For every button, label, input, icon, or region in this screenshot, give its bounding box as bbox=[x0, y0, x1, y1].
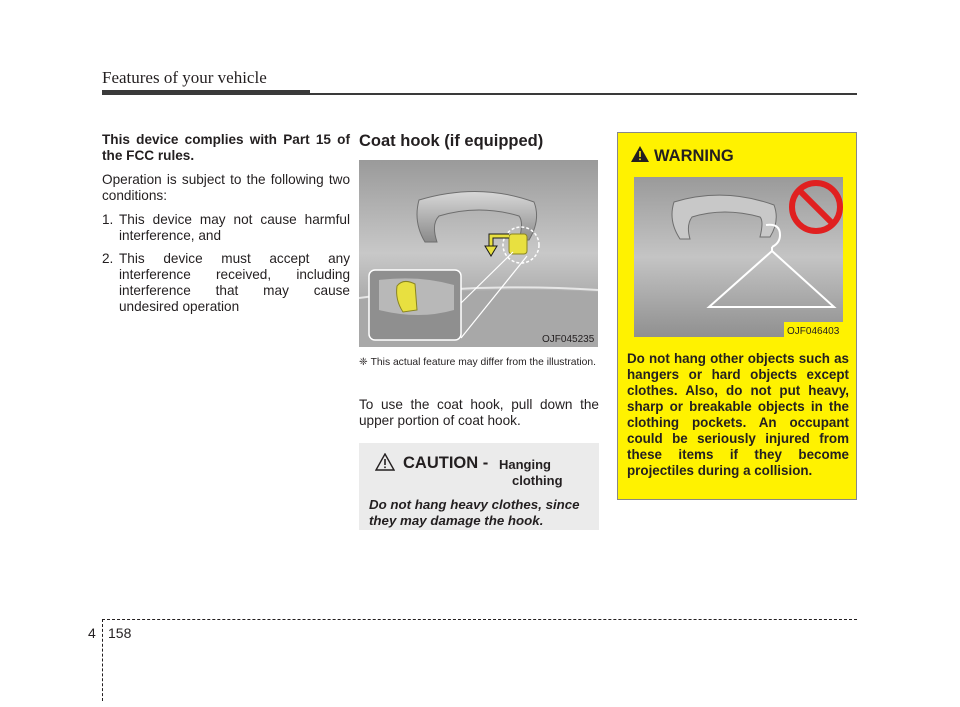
illustration-footnote bbox=[359, 356, 599, 369]
list-item-number: 2. bbox=[102, 251, 114, 266]
warning-label: WARNING bbox=[654, 147, 734, 165]
list-item-number: 1. bbox=[102, 212, 114, 227]
list-item bbox=[102, 251, 350, 315]
caution-subject-line2: clothing bbox=[512, 473, 563, 488]
no-hanger-illustration bbox=[634, 177, 843, 337]
footnote-mark: ❈ bbox=[359, 357, 368, 368]
footer-vertical-rule bbox=[102, 619, 103, 701]
warning-text: Do not hang other objects such as hangers or hard objects except clothes. Also, do not put heavy, sharp or breakable objects in the clothing pockets. An occupant could be seriously injured from these items if they become projectiles during a collision. bbox=[627, 351, 849, 478]
coat-hook-illustration bbox=[359, 160, 598, 347]
header-rule-thin bbox=[310, 93, 857, 95]
warning-image-code: OJF046403 bbox=[787, 326, 840, 337]
caution-subject-line1: Hanging bbox=[499, 457, 551, 472]
page-header-title: Features of your vehicle bbox=[102, 68, 267, 87]
footer-rule bbox=[102, 619, 857, 620]
caution-header bbox=[369, 451, 589, 487]
footnote-text: This actual feature may differ from the illustration. bbox=[370, 357, 596, 368]
caution-text: Do not hang heavy clothes, since they may damage the hook. bbox=[369, 497, 580, 528]
page-number: 158 bbox=[108, 625, 132, 641]
caution-label: CAUTION - bbox=[403, 454, 489, 472]
fcc-statement: This device complies with Part 15 of the FCC rules. bbox=[102, 132, 350, 163]
coat-hook-image-code: OJF045235 bbox=[542, 334, 595, 345]
list-item-text: This device must accept any interference received, including interference that may cause undesired operation bbox=[119, 251, 350, 314]
header-rule-thick bbox=[102, 90, 310, 95]
caution-triangle-icon bbox=[375, 453, 395, 476]
coat-hook-instruction: To use the coat hook, pull down the upper portion of coat hook. bbox=[359, 397, 599, 428]
operation-intro: Operation is subject to the following two conditions: bbox=[102, 172, 350, 203]
fcc-compliance-section bbox=[102, 132, 350, 322]
list-item bbox=[102, 212, 350, 244]
section-number: 4 bbox=[88, 625, 96, 641]
warning-box bbox=[617, 132, 857, 500]
warning-triangle-icon bbox=[630, 145, 650, 168]
conditions-list bbox=[102, 212, 350, 315]
list-item-text: This device may not cause harmful interference, and bbox=[119, 212, 350, 243]
caution-box bbox=[359, 443, 599, 530]
coat-hook-heading: Coat hook (if equipped) bbox=[359, 132, 544, 150]
